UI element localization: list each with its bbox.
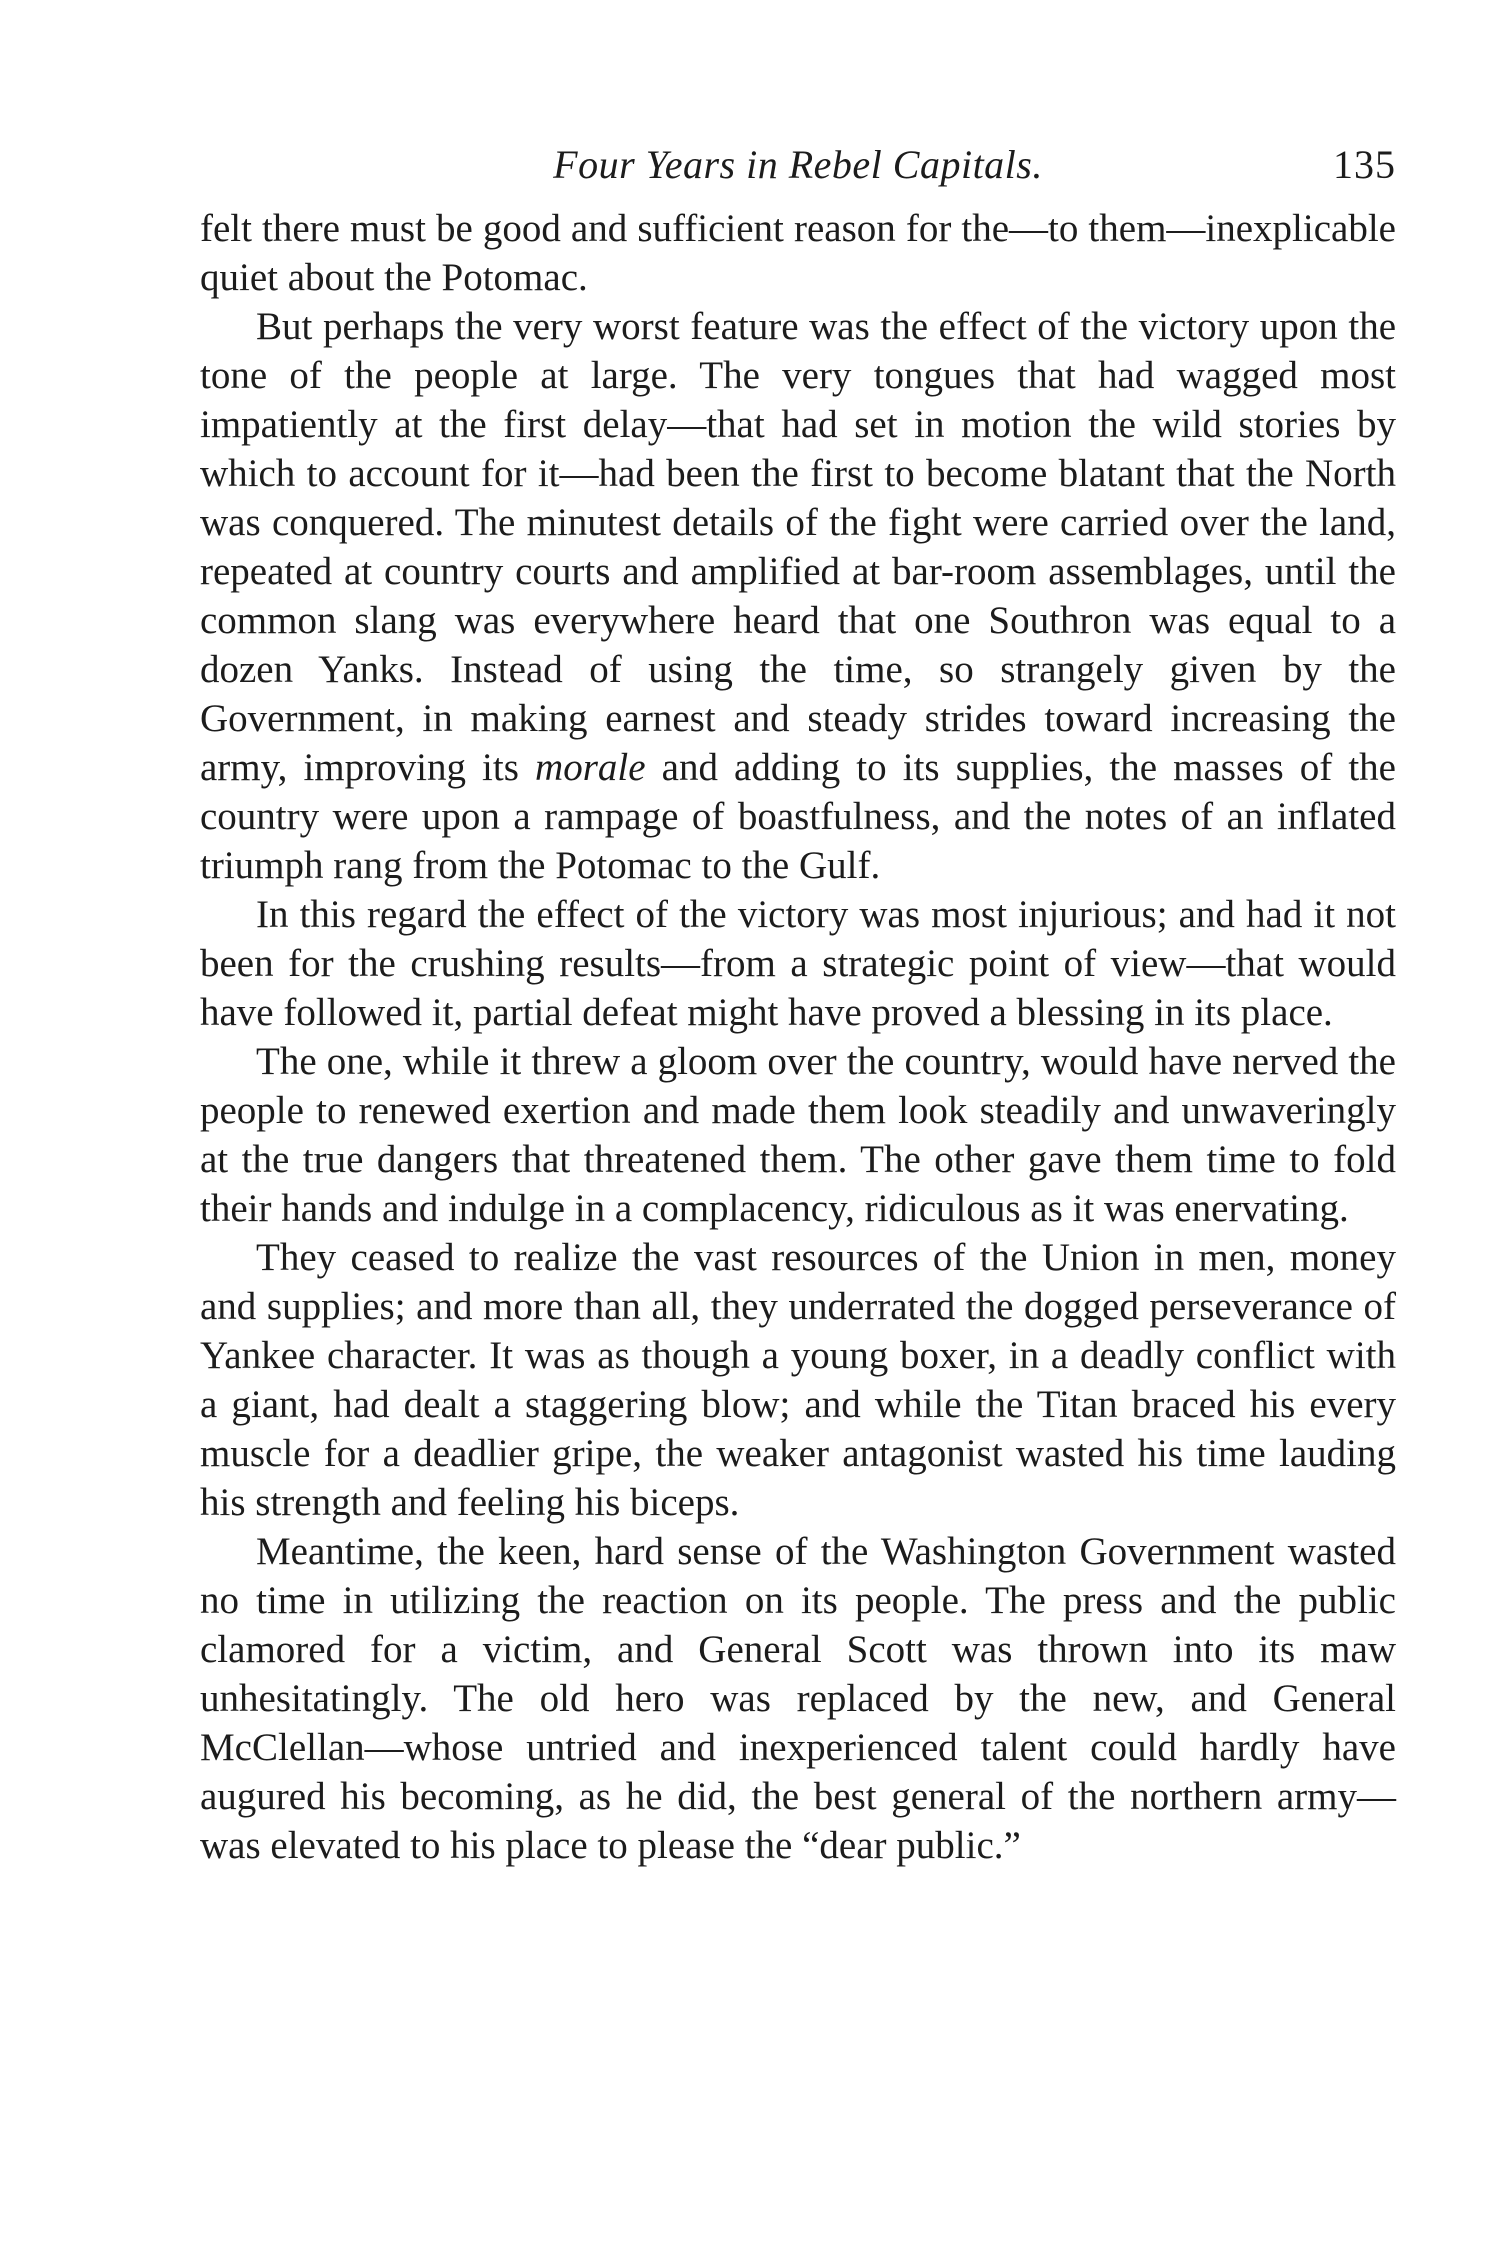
italic-word-morale: morale: [535, 746, 646, 789]
paragraph-5: They ceased to realize the vast resources of the Union in men, money and supplies; and more than all, they underrated the dogged perseverance of Yankee character. It was as though a young boxer, in a deadly conflict with a giant, had dealt a staggering blow; and while the Titan braced his every muscle for a deadlier gripe, the weaker antagonist wasted his time lauding his strength and feeling his biceps.: [200, 1236, 1396, 1524]
book-page: [200, 140, 1396, 2130]
running-head: [200, 140, 1396, 200]
running-title: Four Years in Rebel Capitals.: [553, 142, 1043, 187]
paragraph-4: The one, while it threw a gloom over the country, would have nerved the people to renewed exertion and made them look steadily and unwaveringly at the true dangers that threatened them. The other gave them time to fold their hands and indulge in a complacency, ridiculous as it was enervating.: [200, 1040, 1396, 1230]
paragraph-3: In this regard the effect of the victory was most injurious; and had it not been for the crushing results—from a strategic point of view—that would have followed it, partial defeat might have proved a blessing in its place.: [200, 893, 1396, 1034]
paragraph-6: Meantime, the keen, hard sense of the Washington Government wasted no time in utilizing the reaction on its people. The press and the public clamored for a victim, and General Scott was thrown into its maw unhesitatingly. The old hero was replaced by the new, and General McClellan—whose untried and inexperienced talent could hardly have augured his becoming, as he did, the best general of the northern army—was elevated to his place to please the “dear public.”: [200, 1530, 1396, 1867]
paragraph-2-text-end: and adding to its supplies, the masses of the country were upon a rampage of boastfulness, and the notes of an inflated triumph rang from the Potomac to the Gulf.: [200, 746, 1396, 887]
paragraph-1: felt there must be good and sufficient reason for the—to them—inexplicable quiet about the Potomac.: [200, 207, 1396, 299]
paragraph-2-text-start: But perhaps the very worst feature was the effect of the victory upon the tone of the people at large. The very tongues that had wagged most impatiently at the first delay—that had set in motion the wild stories by which to account for it—had been the first to become blatant that the North was conquered. The minutest details of the fight were carried over the land, repeated at country courts and amplified at bar-room assemblages, until the common slang was everywhere heard that one Southron was equal to a dozen Yanks. Instead of using the time, so strangely given by the Government, in making earnest and steady strides toward increasing the army, improving its: [200, 305, 1396, 789]
page-number: 135: [1333, 142, 1396, 187]
paragraph-2: [200, 302, 1396, 890]
